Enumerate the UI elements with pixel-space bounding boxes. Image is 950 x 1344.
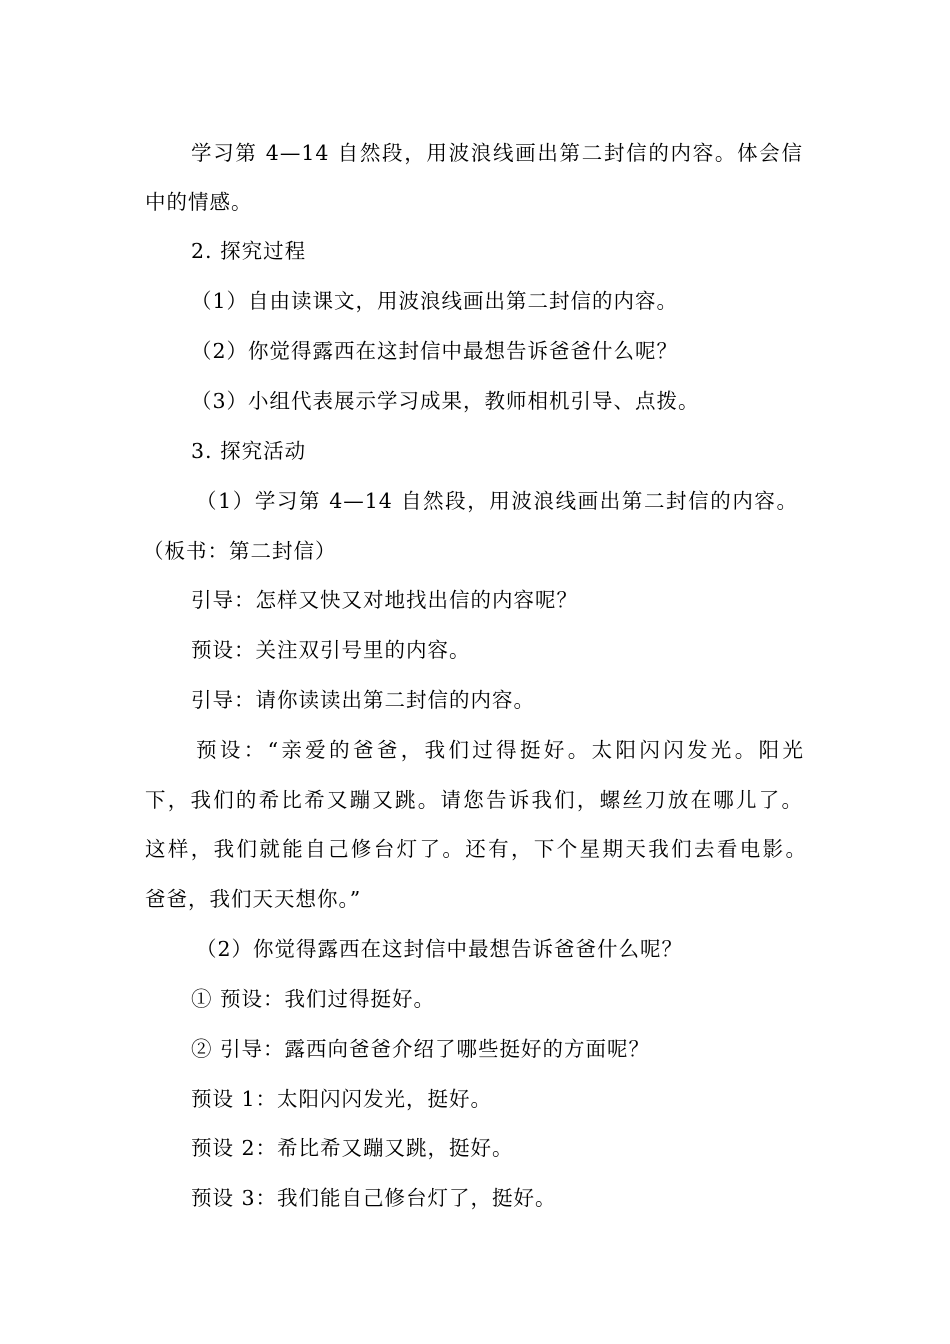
paragraph-line: （3）小组代表展示学习成果，教师相机引导、点拨。 <box>191 389 700 413</box>
paragraph-line: 学习第 4—14 自然段，用波浪线画出第二封信的内容。体会信 <box>191 141 803 165</box>
paragraph-line: （2）你觉得露西在这封信中最想告诉爸爸什么呢？ <box>191 339 679 363</box>
paragraph-line: 中的情感。 <box>145 190 253 214</box>
paragraph-line: （2）你觉得露西在这封信中最想告诉爸爸什么呢？ <box>196 937 684 961</box>
paragraph-line: （1）学习第 4—14 自然段，用波浪线画出第二封信的内容。 <box>196 489 798 513</box>
paragraph-line: 预设：关注双引号里的内容。 <box>191 638 471 662</box>
paragraph-line: 预设 1：太阳闪闪发光，挺好。 <box>191 1087 493 1111</box>
paragraph-line: 这样，我们就能自己修台灯了。还有，下个星期天我们去看电影。 <box>145 837 807 861</box>
paragraph-line: 预设 3：我们能自己修台灯了，挺好。 <box>191 1186 557 1210</box>
paragraph-line: 预设 2：希比希又蹦又跳，挺好。 <box>191 1136 514 1160</box>
paragraph-line: ① 预设：我们过得挺好。 <box>191 987 436 1011</box>
paragraph-line: 爸爸，我们天天想你。” <box>145 887 362 911</box>
paragraph-line: ② 引导：露西向爸爸介绍了哪些挺好的方面呢？ <box>191 1037 651 1061</box>
paragraph-line: 引导：怎样又快又对地找出信的内容呢？ <box>191 588 578 612</box>
section-heading: 2. 探究过程 <box>191 239 307 263</box>
paragraph-line: （1）自由读课文，用波浪线画出第二封信的内容。 <box>191 289 679 313</box>
paragraph-line: 引导：请你读读出第二封信的内容。 <box>191 688 535 712</box>
paragraph-line: （板书：第二封信） <box>143 539 337 563</box>
paragraph-line: 预设：“亲爱的爸爸，我们过得挺好。太阳闪闪发光。阳光 <box>196 738 804 762</box>
paragraph-line: 下，我们的希比希又蹦又跳。请您告诉我们，螺丝刀放在哪儿了。 <box>145 788 803 812</box>
section-heading: 3. 探究活动 <box>191 439 307 463</box>
